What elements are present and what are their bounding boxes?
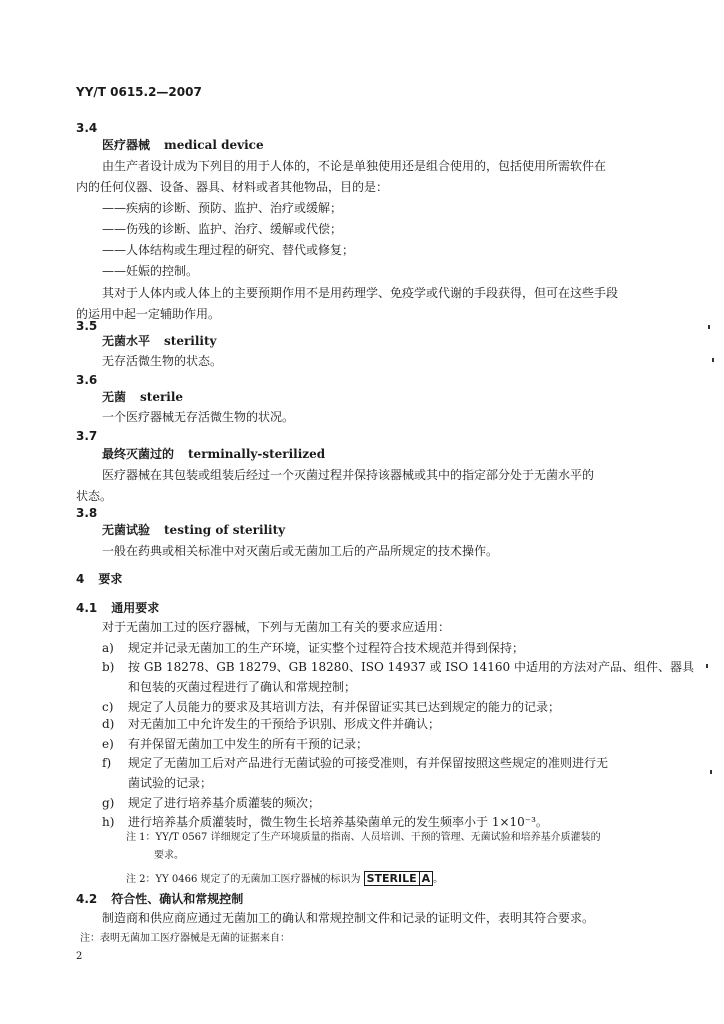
definition-line: 内的任何仪器、设备、器具、材料或者其他物品，目的是： (76, 180, 389, 194)
section-3-7-number: 3.7 (76, 429, 98, 443)
term-3-4 (102, 137, 264, 153)
list-item (102, 716, 440, 732)
item-text: 规定了无菌加工后对产品进行无菌试验的可接受准则，有并保留按照这些规定的准则进行无 (128, 756, 609, 770)
term-3-6 (102, 389, 183, 405)
item-text: 对无菌加工中允许发生的干预给予识别、形成文件并确认； (128, 717, 441, 731)
definition-line: 一般在药典或相关标准中对灭菌后或无菌加工后的产品所规定的技术操作。 (102, 544, 499, 558)
item-continuation: 菌试验的记录； (128, 776, 213, 790)
list-item: ——伤残的诊断、监护、治疗、缓解或代偿； (102, 222, 343, 236)
term-cn: 医疗器械 (102, 138, 151, 152)
scan-speck (710, 770, 712, 774)
page-number: 2 (76, 951, 83, 962)
section-3-5-number: 3.5 (76, 319, 98, 333)
item-text: 规定了进行培养基介质灌装的频次； (128, 796, 321, 810)
note-line: 注 1：YY/T 0567 详细规定了生产环境质量的指南、人员培训、干预的管理、无菌试验和培养基介质灌装的 (126, 832, 601, 843)
term-en: testing of sterility (164, 523, 286, 537)
list-item (102, 640, 524, 656)
note-line: 要求。 (154, 850, 184, 861)
section-heading-4-2 (76, 891, 243, 907)
definition-line: 医疗器械在其包装或组装后经过一个灭菌过程并保持该器械或其中的指定部分处于无菌水平的 (102, 468, 595, 482)
term-3-7 (102, 446, 325, 462)
item-text: 规定并记录无菌加工的生产环境，证实整个过程符合技术规范并得到保持； (128, 641, 525, 655)
item-label: e) (102, 737, 114, 751)
item-label: c) (102, 700, 114, 714)
item-continuation: 和包装的灭菌过程进行了确认和常规控制； (128, 680, 357, 694)
term-en: sterility (164, 334, 217, 348)
list-item (102, 699, 560, 715)
term-cn: 无菌 (102, 390, 127, 404)
term-en: sterile (140, 390, 184, 404)
item-label: h) (102, 815, 115, 829)
paragraph-line: 的运用中起一定辅助作用。 (76, 307, 221, 321)
paragraph-line: 制造商和供应商应通过无菌加工的确认和常规控制文件和记录的证明文件，表明其符合要求。 (102, 911, 595, 925)
section-3-8-number: 3.8 (76, 506, 98, 520)
scan-speck (712, 358, 714, 362)
term-3-5 (102, 333, 216, 349)
term-3-8 (102, 522, 285, 538)
section-title: 通用要求 (111, 601, 160, 615)
note-2 (126, 871, 443, 887)
item-text: 规定了人员能力的要求及其培训方法，有并保留证实其已达到规定的能力的记录； (128, 700, 561, 714)
item-label: a) (102, 641, 114, 655)
item-text: 进行培养基介质灌装时，微生物生长培养基染菌单元的发生频率小于 1×10⁻³。 (128, 815, 548, 829)
item-label: b) (102, 660, 115, 674)
list-item (102, 659, 694, 675)
list-item: ——人体结构或生理过程的研究、替代或修复； (102, 243, 355, 257)
list-item: ——妊娠的控制。 (102, 264, 199, 278)
section-number: 4.1 (76, 601, 98, 615)
term-en: medical device (164, 138, 264, 152)
section-heading-4-1 (76, 600, 159, 616)
list-item (102, 814, 548, 830)
item-label: d) (102, 717, 115, 731)
list-item (102, 755, 608, 771)
sterile-symbol-letter: A (420, 871, 434, 886)
item-text: 按 GB 18278、GB 18279、GB 18280、ISO 14937 或 ISO 14160 中适用的方法对产品、组件、器具 (128, 660, 695, 674)
term-cn: 无菌水平 (102, 334, 151, 348)
list-item (102, 795, 320, 811)
definition-line: 由生产者设计成为下列目的用于人体的，不论是单独使用还是组合使用的，包括使用所需软件在 (102, 159, 607, 173)
note-text: 注 2：YY 0466 规定了的无菌加工医疗器械的标识为 (126, 874, 361, 885)
note-line: 注：表明无菌加工医疗器械是无菌的证据来自： (80, 933, 290, 944)
note-end: 。 (433, 874, 444, 885)
sterile-symbol-text: STERILE (364, 871, 420, 886)
term-cn: 最终灭菌过的 (102, 447, 175, 461)
section-title: 符合性、确认和常规控制 (111, 892, 244, 906)
paragraph-line: 对于无菌加工过的医疗器械，下列与无菌加工有关的要求应适用： (102, 620, 451, 634)
definition-line: 状态。 (76, 489, 113, 503)
section-3-6-number: 3.6 (76, 373, 98, 387)
header-doc-id: YY/T 0615.2—2007 (76, 85, 202, 99)
paragraph-line: 其对于人体内或人体上的主要预期作用不是用药理学、免疫学或代谢的手段获得，但可在这些手段 (102, 286, 619, 300)
scan-speck (706, 664, 708, 668)
item-label: f) (102, 756, 112, 770)
chapter-number: 4 (76, 572, 85, 586)
list-item: ——疾病的诊断、预防、监护、治疗或缓解； (102, 201, 343, 215)
term-cn: 无菌试验 (102, 523, 151, 537)
chapter-heading (76, 571, 122, 587)
item-label: g) (102, 796, 115, 810)
section-3-4-number: 3.4 (76, 121, 98, 135)
definition-line: 一个医疗器械无存活微生物的状况。 (102, 410, 295, 424)
list-item (102, 736, 368, 752)
definition-line: 无存活微生物的状态。 (102, 354, 223, 368)
scan-speck (708, 325, 710, 329)
term-en: terminally-sterilized (188, 447, 326, 461)
item-text: 有并保留无菌加工中发生的所有干预的记录； (128, 737, 369, 751)
section-number: 4.2 (76, 892, 98, 906)
chapter-title: 要求 (98, 572, 123, 586)
